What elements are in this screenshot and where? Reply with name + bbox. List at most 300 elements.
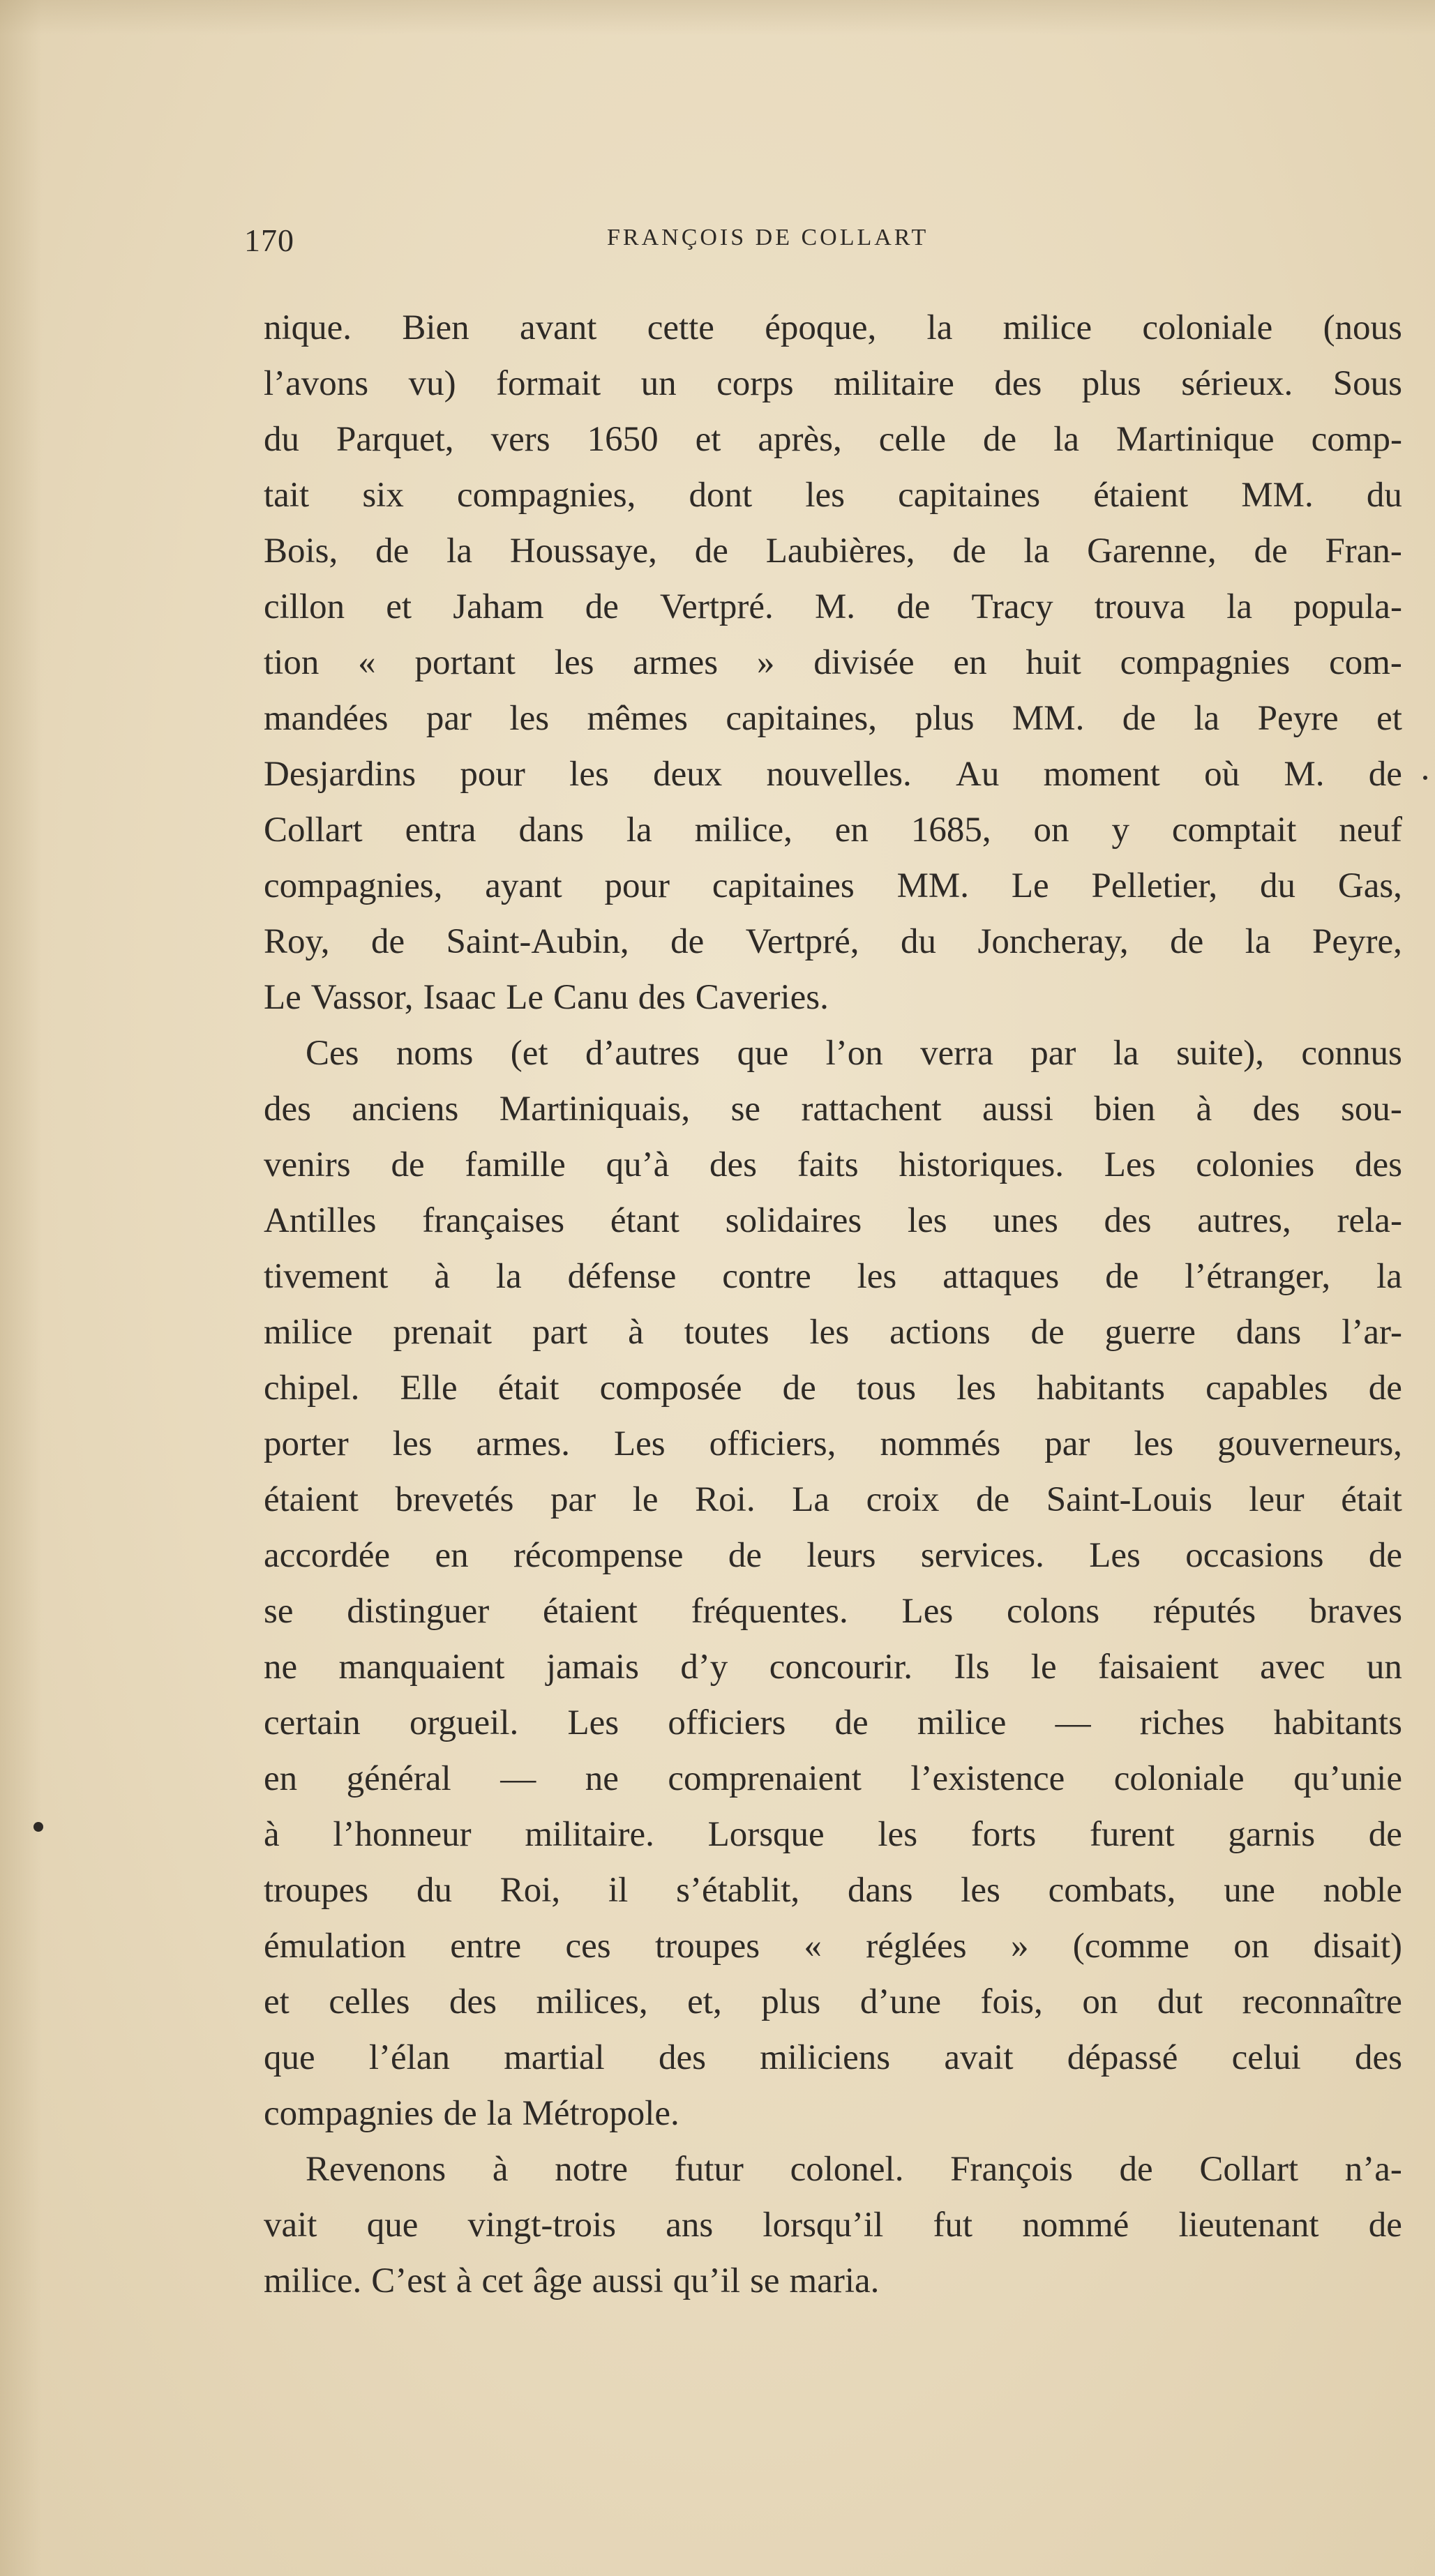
word: du [1260,866,1296,905]
word: manquaient [338,1648,505,1687]
word: reconnaître [1242,1982,1402,2021]
text-line [264,1807,1402,1862]
word: fut [933,2206,973,2245]
word: M. [1284,755,1325,794]
word: du [901,922,937,961]
word: nique. [264,308,352,347]
word: de [1368,755,1402,794]
word: lieutenant [1178,2206,1319,2245]
word: milice [264,1313,353,1352]
word: par [1044,1424,1090,1463]
word: forts [970,1815,1037,1854]
word: C’est [371,2261,446,2300]
word: l’existence [910,1759,1065,1798]
word: nommés [880,1424,1001,1463]
word: noms [396,1034,474,1073]
word: plus [915,699,975,738]
text-line [264,1193,1402,1249]
word: miliciens [760,2038,891,2077]
word: la [1023,532,1050,571]
word: huit [1025,643,1081,682]
word: orgueil. [409,1703,519,1742]
word: de [1368,1815,1402,1854]
word: qu’à [606,1145,670,1184]
word: Gas, [1337,866,1402,905]
word: une [1224,1871,1275,1910]
word: 1685, [910,811,991,850]
word: aussi [982,1090,1053,1129]
text-line [264,1249,1402,1304]
word: nouvelles. [766,755,912,794]
word: François [950,2150,1073,2189]
word: bien [1094,1090,1156,1129]
word: cillon [264,587,345,626]
word: Les [901,1592,954,1631]
word: compagnies [264,2094,434,2133]
word: vers [490,420,550,459]
text-line [264,1360,1402,1416]
word: du [416,1871,452,1910]
word: compagnies, [457,476,636,515]
word: Vertpré, [745,922,859,961]
word: Elle [400,1369,458,1408]
text-line [264,1528,1402,1583]
word: se [264,1592,294,1631]
word: brevetés [395,1480,514,1519]
word: étaient [542,1592,638,1631]
word: Laubières, [765,532,915,571]
word: émulation [264,1927,406,1966]
text-line [264,858,1402,914]
word: neuf [1339,811,1402,850]
word: étaient [1093,476,1189,515]
word: d’une [859,1982,941,2021]
word: de [1254,532,1288,571]
text-line [264,1416,1402,1472]
word: les [878,1815,918,1854]
text-line [264,970,1402,1025]
word: celui [1231,2038,1301,2077]
word: corps [716,364,794,403]
body-text [264,300,1402,2309]
word: braves [1309,1592,1402,1631]
word: Les [614,1424,666,1463]
word: étant [610,1201,679,1240]
word: Fran- [1325,532,1402,571]
text-line [264,635,1402,691]
word: services. [920,1536,1044,1575]
word: de [443,2094,477,2133]
word: MM. [896,866,970,905]
word: ans [666,2206,714,2245]
text-line [264,1695,1402,1751]
word: la [1194,699,1220,738]
word: mêmes [587,699,688,738]
word: noble [1323,1871,1402,1910]
word: les [956,1369,996,1408]
word: la [1113,1034,1139,1073]
word: vingt-trois [467,2206,617,2245]
word: milices, [536,1982,648,2021]
word: la [1226,587,1252,626]
text-line [264,2253,1402,2309]
word: plus [1081,364,1141,403]
word: l’ar- [1342,1313,1402,1352]
word: contre [722,1257,811,1296]
word: portant [414,643,516,682]
word: garnis [1228,1815,1316,1854]
word: Bien [402,308,469,347]
word: Ils [954,1648,990,1687]
word: « [804,1927,822,1966]
word: nommé [1022,2206,1129,2245]
word: celle [878,420,947,459]
word: riches [1139,1703,1225,1742]
word: Jaham [453,587,544,626]
word: les [857,1257,897,1296]
word: était [497,1369,559,1408]
word: les [392,1424,433,1463]
word: leur [1249,1480,1305,1519]
word: que [737,1034,789,1073]
word: Métropole. [522,2094,679,2133]
word: anciens [352,1090,459,1129]
text-line [264,1639,1402,1695]
word: à [628,1313,644,1352]
word: le [632,1480,659,1519]
word: Les [1089,1536,1141,1575]
word: entre [450,1927,522,1966]
word: officiers [668,1703,786,1742]
word: l’on [825,1034,883,1073]
word: y [1111,811,1129,850]
word: de [782,1369,816,1408]
word: la [446,532,472,571]
word: lorsqu’il [762,2206,884,2245]
word: — [500,1759,536,1798]
word: de [983,420,1017,459]
word: guerre [1104,1313,1196,1352]
word: général [346,1759,451,1798]
word: Le [264,978,301,1017]
word: en [834,811,869,850]
word: s’établit, [676,1871,800,1910]
word: armes. [476,1424,570,1463]
text-line [264,1137,1402,1193]
word: où [1204,755,1240,794]
word: Saint-Louis [1046,1480,1212,1519]
word: La [792,1480,829,1519]
word: Parquet, [336,420,454,459]
word: récompense [513,1536,684,1575]
word: solidaires [725,1201,862,1240]
text-line [264,1862,1402,1918]
word: ces [565,1927,611,1966]
word: venirs [264,1145,351,1184]
word: de [391,1145,425,1184]
text-line [264,356,1402,412]
word: dut [1157,1982,1203,2021]
word: Au [956,755,1000,794]
word: part [532,1313,588,1352]
word: de [1170,922,1204,961]
word: des [1104,1201,1152,1240]
word: des [658,2038,706,2077]
text-line [264,1472,1402,1528]
text-line [264,2030,1402,2086]
word: époque, [765,308,877,347]
word: la [1053,420,1080,459]
word: à [456,2261,472,2300]
word: habitants [1273,1703,1402,1742]
word: un [640,364,677,403]
word: se [750,2261,780,2300]
word: colons [1006,1592,1100,1631]
word: de [1119,2150,1153,2189]
word: troupes [654,1927,760,1966]
word: de [728,1536,762,1575]
word: rattachent [801,1090,942,1129]
text-line [264,1583,1402,1639]
word: Vassor, [310,978,414,1017]
word: combats, [1048,1871,1176,1910]
word: popula- [1293,587,1402,626]
word: âge [532,2261,583,2300]
word: tion [264,643,320,682]
word: — [1055,1703,1091,1742]
word: et [264,1982,290,2021]
text-line [264,523,1402,579]
word: avait [944,2038,1014,2077]
word: dépassé [1067,2038,1178,2077]
text-line [264,1974,1402,2030]
word: martial [504,2038,605,2077]
word: fois, [980,1982,1043,2021]
word: Joncheray, [977,922,1129,961]
word: militaire [834,364,954,403]
word: les [805,476,845,515]
page-top-shadow [0,0,1435,35]
word: des [638,978,686,1017]
word: compagnies [1120,643,1291,682]
word: on [1082,1982,1118,2021]
word: connus [1301,1034,1402,1073]
word: Garenne, [1087,532,1217,571]
word: Saint-Aubin, [446,922,629,961]
word: l’honneur [333,1815,472,1854]
text-line [264,1304,1402,1360]
word: des [1252,1090,1300,1129]
word: colonies [1196,1145,1315,1184]
text-line [264,746,1402,802]
word: et [695,420,721,459]
text-line [264,2197,1402,2253]
word: se [730,1090,761,1129]
page-header [244,222,1395,264]
word: de [694,532,728,571]
word: pour [604,866,670,905]
word: leurs [806,1536,876,1575]
word: M. [814,587,856,626]
word: plus [761,1982,821,2021]
word: fréquentes. [691,1592,848,1631]
word: par [1030,1034,1076,1073]
word: de [834,1703,869,1742]
word: coloniale [1113,1759,1245,1798]
word: Tracy [971,587,1053,626]
text-line [264,914,1402,970]
word: Sous [1332,364,1402,403]
word: (nous [1323,308,1402,347]
word: Revenons [306,2150,446,2189]
word: disait) [1313,1927,1402,1966]
word: tous [856,1369,916,1408]
word: des [994,364,1042,403]
word: « [358,643,376,682]
text-line [264,1751,1402,1807]
word: distinguer [347,1592,490,1631]
word: d’y [680,1648,728,1687]
word: troupes [264,1871,369,1910]
word: capables [1205,1369,1328,1408]
word: 1650 [587,420,659,459]
word: cet [481,2261,523,2300]
word: porter [264,1424,349,1463]
word: l’étranger, [1185,1257,1331,1296]
word: avec [1260,1648,1325,1687]
word: pour [460,755,525,794]
word: de [585,587,619,626]
word: l’avons [264,364,369,403]
word: armes [633,643,719,682]
text-line [264,691,1402,746]
word: à [492,2150,509,2189]
word: Martinique [1116,420,1275,459]
word: les [554,643,594,682]
word: jamais [546,1648,639,1687]
word: du [264,420,299,459]
word: de [370,922,405,961]
word: des [264,1090,311,1129]
word: la [1376,1257,1402,1296]
word: unes [993,1201,1058,1240]
word: dont [689,476,753,515]
word: la [626,811,652,850]
word: suite), [1175,1034,1265,1073]
word: étaient [264,1480,359,1519]
word: croix [866,1480,940,1519]
word: (et [510,1034,548,1073]
word: capitaines [712,866,855,905]
word: prenait [393,1313,492,1352]
word: tivement [264,1257,389,1296]
word: que [264,2038,315,2077]
word: comptait [1171,811,1297,850]
word: à [434,1257,450,1296]
text-line [264,2086,1402,2141]
word: » [756,643,775,682]
word: aussi [592,2261,663,2300]
word: Ces [306,1034,359,1073]
word: réglées [866,1927,967,1966]
word: Peyre [1257,699,1339,738]
word: des [449,1982,497,2021]
word: certain [264,1703,361,1742]
word: mandées [264,699,389,738]
word: famille [465,1145,566,1184]
word: l’élan [368,2038,450,2077]
word: de [896,587,931,626]
word: comprenaient [668,1759,862,1798]
word: verra [920,1034,993,1073]
word: futur [674,2150,744,2189]
word: vait [264,2206,317,2245]
word: Roi, [499,1871,561,1910]
word: des [709,1145,758,1184]
word: milice [1002,308,1092,347]
word: ayant [485,866,562,905]
word: les [907,1201,947,1240]
word: composée [599,1369,742,1408]
word: de [1105,1257,1139,1296]
word: autres, [1197,1201,1291,1240]
word: de [1122,699,1156,738]
text-line [264,467,1402,523]
word: françaises [422,1201,565,1240]
word: com- [1329,643,1402,682]
text-line [264,2141,1402,2197]
word: à [1196,1090,1212,1129]
page-number: 170 [244,223,294,258]
word: capitaines [898,476,1041,515]
word: et, [687,1982,722,2021]
word: milice [917,1703,1007,1742]
word: en [435,1536,469,1575]
word: toutes [684,1313,769,1352]
word: il [608,1871,629,1910]
word: officiers, [709,1424,836,1463]
word: par [426,699,472,738]
ink-speck [1423,776,1427,780]
text-line [264,300,1402,356]
word: Bois, [264,532,338,571]
word: Antilles [264,1201,377,1240]
word: Collart [264,811,363,850]
word: Roi. [695,1480,756,1519]
word: les [509,699,550,738]
text-line [264,1025,1402,1081]
word: comp- [1311,420,1402,459]
word: à [264,1815,280,1854]
word: (comme [1072,1927,1189,1966]
running-title: FRANÇOIS DE COLLART [607,225,929,250]
word: la [486,2094,513,2133]
word: du [1366,476,1402,515]
word: faisaient [1097,1648,1219,1687]
word: historiques. [899,1145,1064,1184]
word: ne [264,1648,298,1687]
word: qu’unie [1293,1759,1402,1798]
word: Les [567,1703,619,1742]
text-line [264,1918,1402,1974]
word: entra [405,811,476,850]
word: Roy, [264,922,330,961]
word: en [953,643,987,682]
word: de [952,532,986,571]
word: de [1368,2206,1402,2245]
word: formait [496,364,601,403]
word: chipel. [264,1369,360,1408]
